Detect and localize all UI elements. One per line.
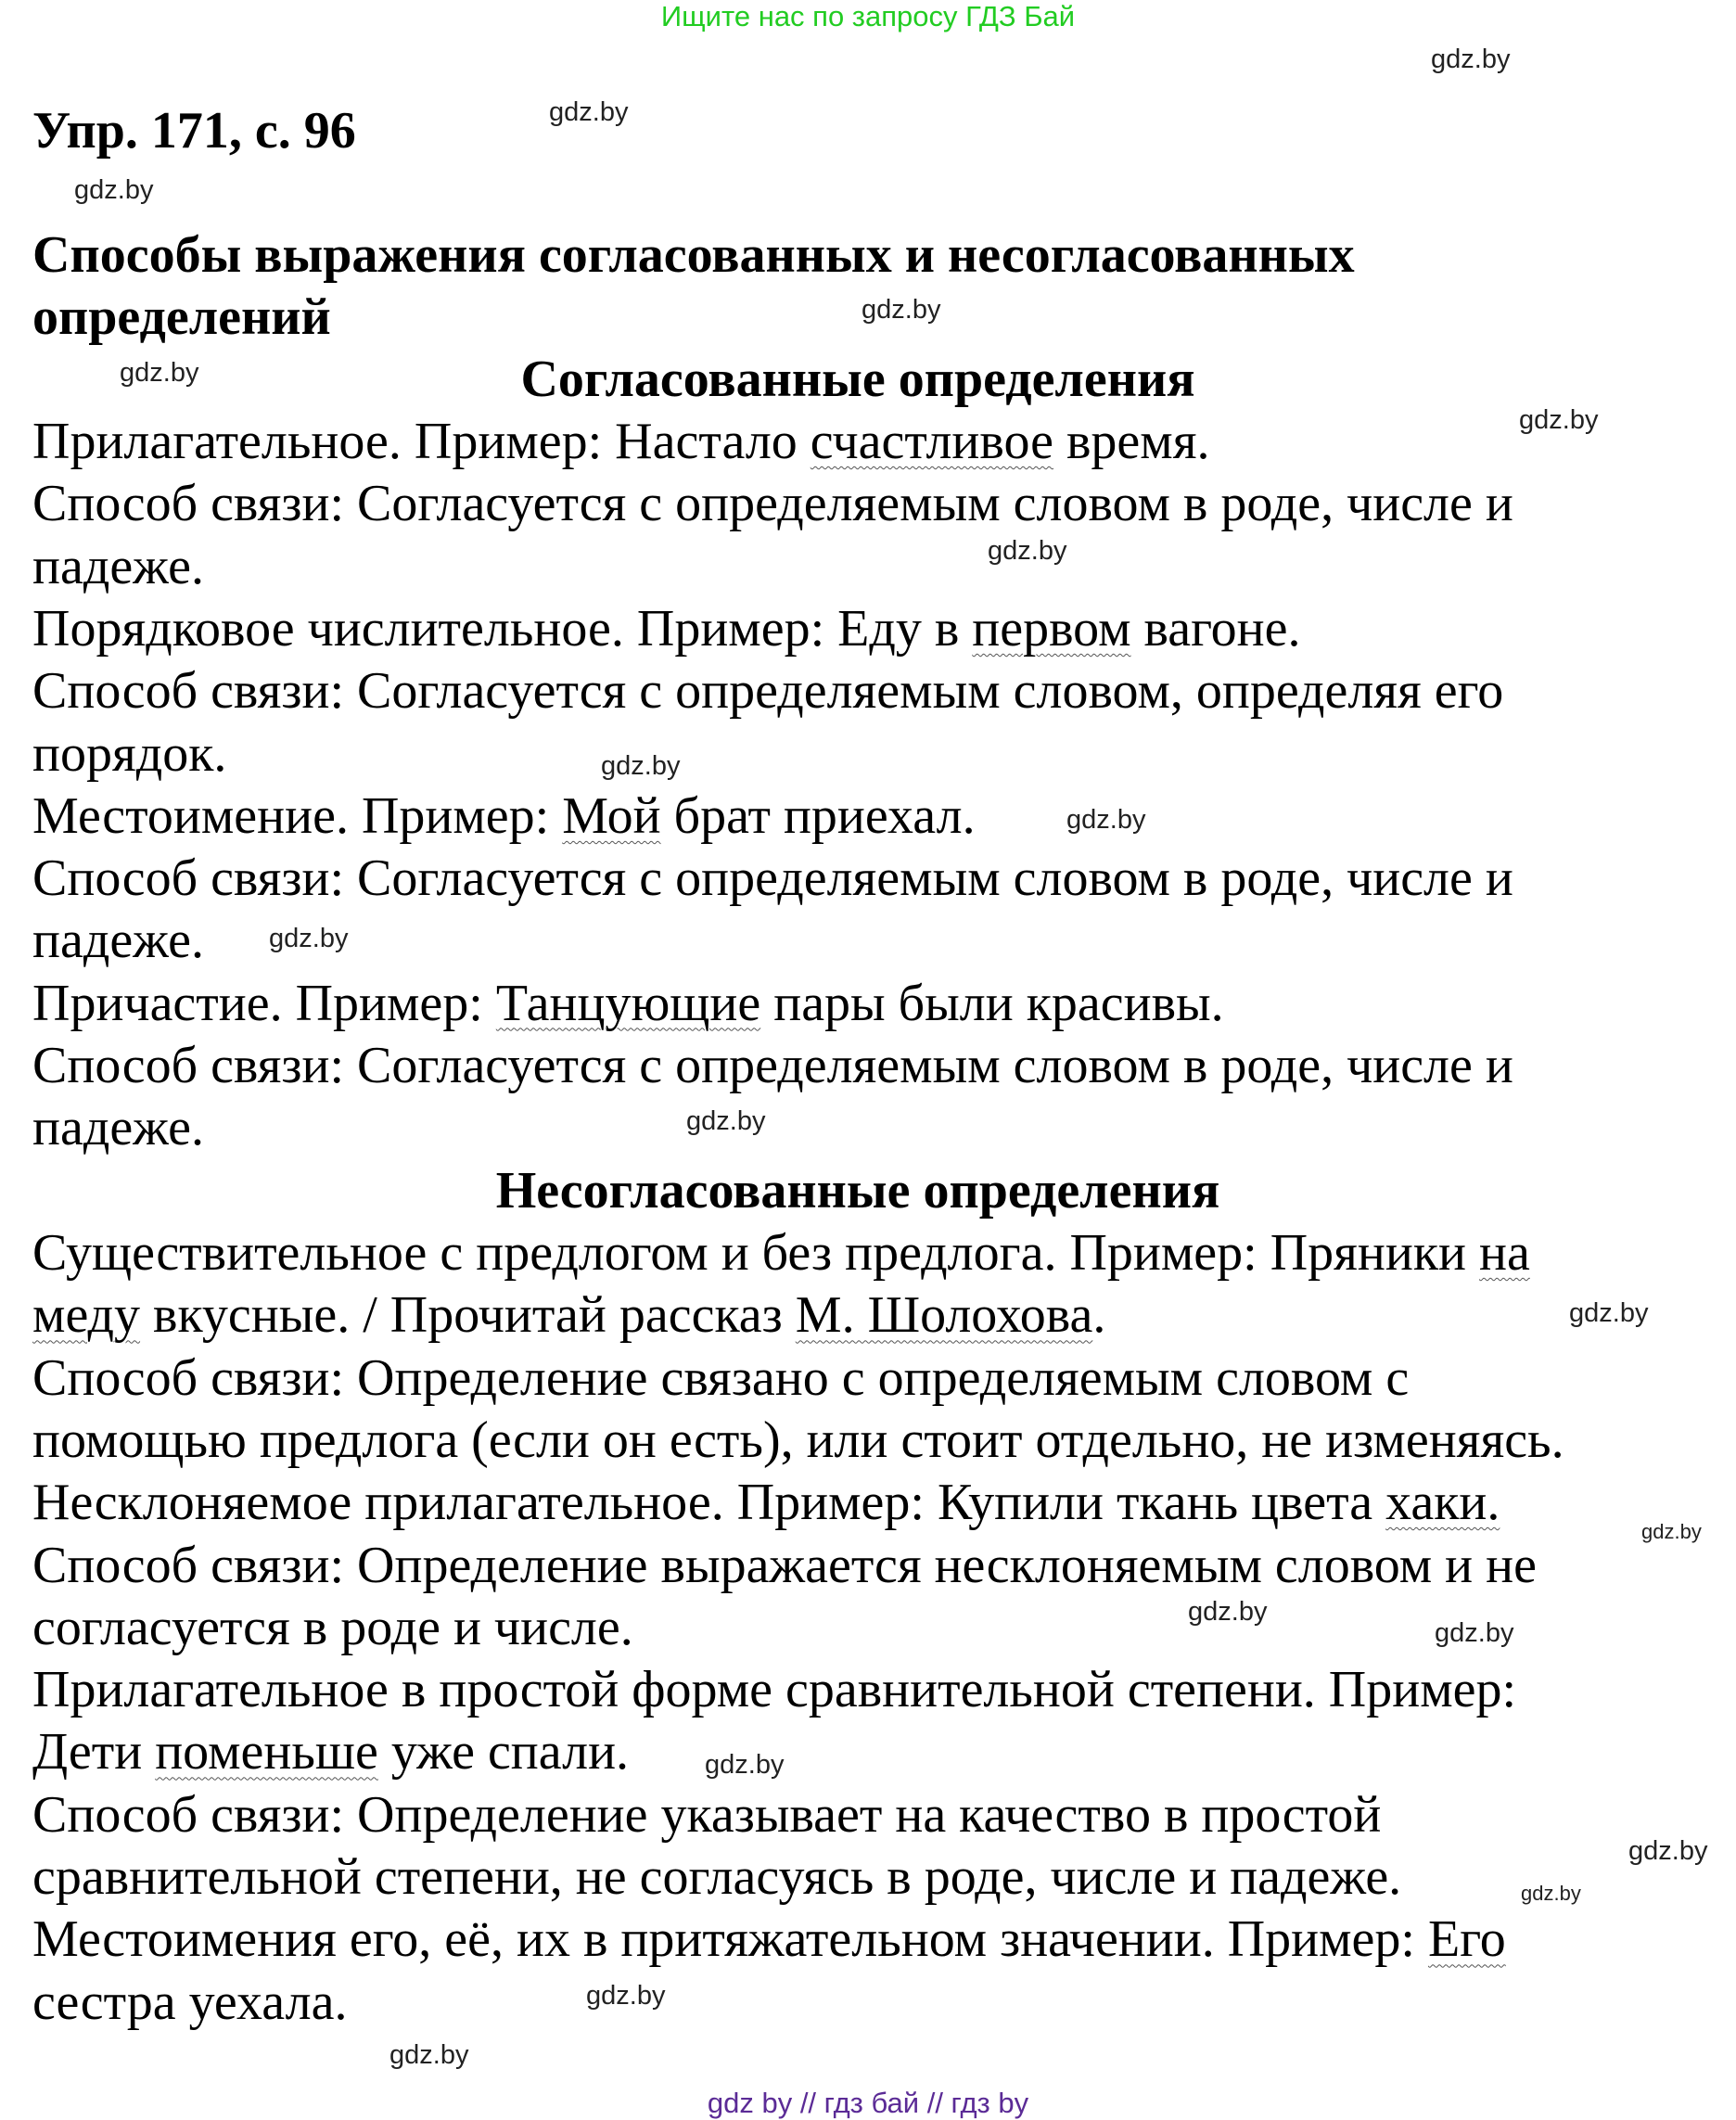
section-title-agreed: Согласованные определения <box>520 351 1195 408</box>
watermark: gdz.by <box>988 536 1067 566</box>
text-line <box>32 1535 1537 1596</box>
watermark: gdz.by <box>1519 405 1599 435</box>
text-line <box>32 723 226 785</box>
text-segment: . <box>1092 1286 1106 1345</box>
text-line <box>32 973 1224 1034</box>
watermark: gdz.by <box>586 1981 666 2011</box>
watermark: gdz.by <box>1521 1882 1581 1905</box>
watermark: gdz.by <box>74 175 154 205</box>
header-banner: Ищите нас по запросу ГДЗ Бай <box>660 0 1076 32</box>
text-line <box>32 1035 1513 1096</box>
text-line <box>32 785 976 847</box>
text-line <box>32 1472 1500 1533</box>
text-segment: порядок. <box>32 724 227 783</box>
underlined-definition: Танцующие <box>495 974 761 1032</box>
text-line <box>32 910 204 971</box>
text-segment: сравнительной степени, не согласуясь в роде, числе и падеже. <box>32 1848 1402 1906</box>
underlined-definition: Его <box>1427 1910 1506 1969</box>
text-line <box>32 1347 1409 1409</box>
text-segment: пары были красивы. <box>760 974 1224 1032</box>
text-line <box>32 1846 1401 1908</box>
underlined-definition: М. Шолохова <box>795 1286 1093 1345</box>
text-line <box>32 536 204 597</box>
underlined-definition: меду <box>32 1286 141 1345</box>
text-line <box>32 1972 347 2033</box>
text-line <box>32 1410 1564 1471</box>
watermark: gdz.by <box>549 97 629 127</box>
text-line <box>32 598 1301 659</box>
text-segment: вагоне. <box>1130 599 1301 658</box>
exercise-title: Упр. 171, с. 96 <box>32 102 356 160</box>
watermark: gdz.by <box>1569 1298 1649 1328</box>
text-segment: Прилагательное. Пример: Настало <box>32 413 811 470</box>
watermark: gdz.by <box>269 924 349 953</box>
text-line <box>32 1222 1530 1283</box>
text-segment: вкусные. / Прочитай рассказ <box>140 1286 796 1345</box>
text-segment: Прилагательное в простой форме сравнительной степени. Пример: <box>32 1661 1517 1719</box>
text-line <box>32 1909 1506 1970</box>
text-segment: сестра уехала. <box>32 1973 348 2031</box>
text-segment: брат приехал. <box>660 786 976 845</box>
watermark: gdz.by <box>389 2040 469 2070</box>
text-line <box>32 1784 1381 1845</box>
underlined-definition: первом <box>972 599 1131 658</box>
text-segment: согласуется в роде и числе. <box>32 1598 633 1656</box>
watermark: gdz.by <box>1641 1520 1702 1543</box>
text-segment: Местоимение. Пример: <box>32 786 563 845</box>
underlined-definition: счастливое <box>810 413 1053 470</box>
watermark: gdz.by <box>1435 1618 1514 1648</box>
text-segment: Способ связи: Согласуется с определяемым словом в роде, числе и <box>32 849 1513 908</box>
text-segment: Способ связи: Согласуется с определяемым словом в роде, числе и <box>32 1037 1513 1094</box>
text-line <box>32 1597 633 1658</box>
text-segment: Способ связи: Определение выражается несклоняемым словом и не <box>32 1536 1537 1594</box>
watermark: gdz.by <box>120 358 199 388</box>
heading-line-1: Способы выражения согласованных и несогласованных <box>32 226 1355 284</box>
text-segment: падеже. <box>32 912 204 970</box>
watermark: gdz.by <box>1188 1597 1268 1627</box>
text-segment: Существительное с предлогом и без предлога. Пример: Пряники <box>32 1224 1480 1282</box>
text-segment: падеже. <box>32 1099 204 1157</box>
text-line <box>32 1721 629 1782</box>
footer-banner: gdz by // гдз бай // гдз by <box>707 2087 1029 2119</box>
text-segment: уже спали. <box>377 1723 630 1782</box>
underlined-definition: на <box>1479 1224 1530 1282</box>
text-segment: время. <box>1053 413 1210 470</box>
watermark: gdz.by <box>1066 805 1146 835</box>
text-segment: Способ связи: Определение связано с определяемым словом с <box>32 1348 1410 1407</box>
heading-line-2: определений <box>32 288 331 346</box>
text-segment: Порядковое числительное. Пример: Еду в <box>32 599 973 658</box>
watermark: gdz.by <box>1628 1836 1708 1866</box>
text-line <box>32 473 1513 534</box>
text-line <box>32 848 1513 909</box>
text-segment: Дети <box>32 1723 156 1782</box>
watermark: gdz.by <box>862 295 941 325</box>
underlined-definition: поменьше <box>155 1723 378 1782</box>
text-line <box>32 411 1209 472</box>
text-segment: помощью предлога (если он есть), или стоит отдельно, не изменяясь. <box>32 1411 1564 1469</box>
watermark: gdz.by <box>601 751 681 781</box>
text-segment: Способ связи: Согласуется с определяемым словом в роде, числе и <box>32 475 1513 533</box>
text-line <box>32 660 1503 722</box>
text-segment: Способ связи: Согласуется с определяемым словом, определяя его <box>32 662 1504 721</box>
watermark: gdz.by <box>705 1750 785 1780</box>
text-segment: падеже. <box>32 537 204 595</box>
text-segment: Местоимения его, её, их в притяжательном значении. Пример: <box>32 1910 1428 1969</box>
underlined-definition: Мой <box>562 786 661 845</box>
section-title-unagreed: Несогласованные определения <box>495 1162 1220 1220</box>
text-segment: Способ связи: Определение указывает на качество в простой <box>32 1785 1382 1844</box>
text-segment: Несклоняемое прилагательное. Пример: Купили ткань цвета <box>32 1474 1386 1532</box>
text-segment: Причастие. Пример: <box>32 974 496 1032</box>
watermark: gdz.by <box>686 1106 766 1136</box>
underlined-definition: хаки. <box>1385 1474 1500 1532</box>
text-line <box>32 1659 1516 1720</box>
text-line <box>32 1284 1105 1346</box>
watermark: gdz.by <box>1431 45 1511 74</box>
text-line <box>32 1097 204 1158</box>
